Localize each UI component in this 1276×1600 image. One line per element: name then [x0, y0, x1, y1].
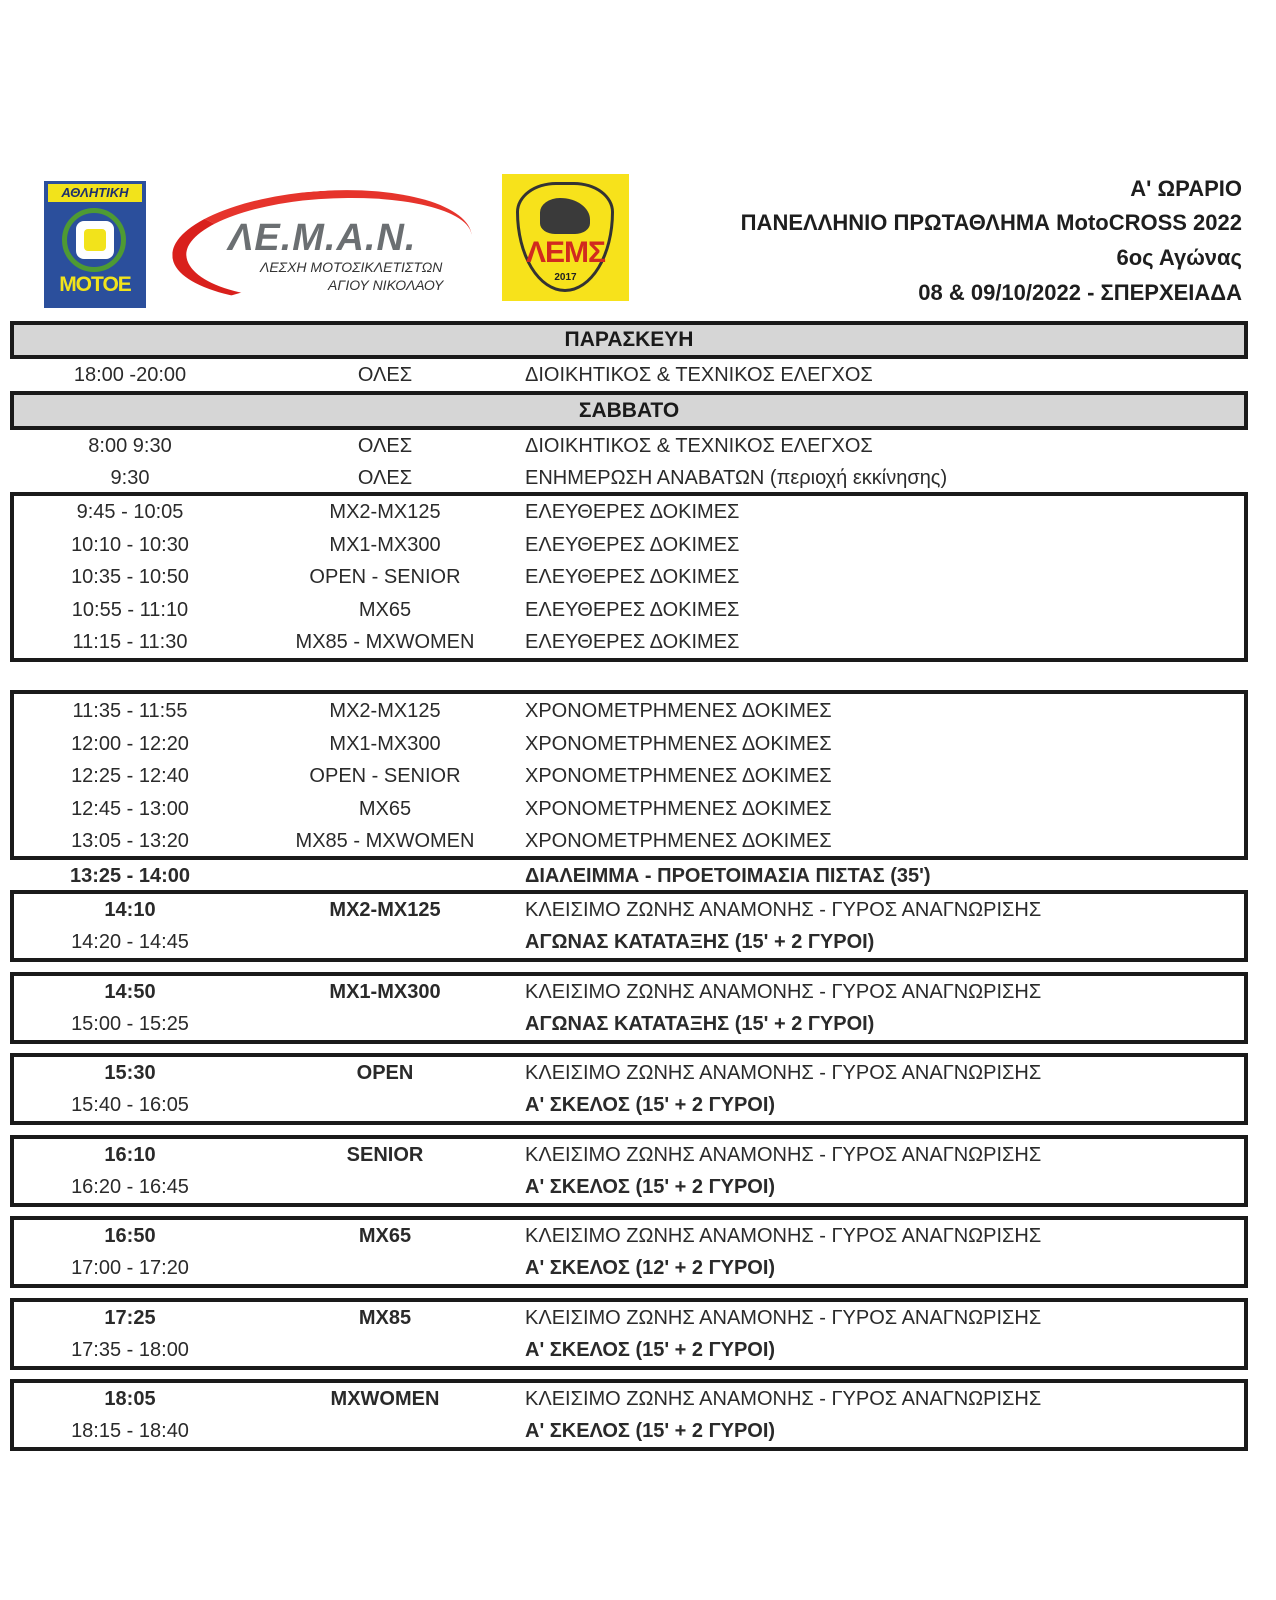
- row-time: 8:00 9:30: [88, 435, 172, 457]
- leman-logo-line1: ΛΕΣΧΗ ΜΟΤΟΣΙΚΛΕΤΙΣΤΩΝ: [260, 259, 443, 275]
- row-time: 18:15 - 18:40: [71, 1420, 189, 1442]
- championship-title: ΠΑΝΕΛΛΗΝΙΟ ΠΡΩΤΑΘΛΗΜΑ MotoCROSS 2022: [740, 210, 1242, 235]
- row-time: 14:20 - 14:45: [71, 931, 189, 953]
- leman-logo-line2: ΑΓΙΟΥ ΝΙΚΟΛΑΟΥ: [328, 277, 444, 293]
- table-row: [0, 1335, 1276, 1365]
- row-time: 14:50: [104, 981, 156, 1003]
- row-class: OPEN - SENIOR: [309, 765, 461, 787]
- row-time: 9:45 - 10:05: [76, 501, 184, 523]
- schedule-title: Α' ΩΡΑΡΙΟ: [1130, 176, 1242, 201]
- table-row: [0, 794, 1276, 824]
- row-description: ΔΙΟΙΚΗΤΙΚΟΣ & ΤΕΧΝΙΚΟΣ ΕΛΕΓΧΟΣ: [525, 435, 873, 457]
- row-time: 11:15 - 11:30: [72, 631, 188, 653]
- row-description: ΕΛΕΥΘΕΡΕΣ ΔΟΚΙΜΕΣ: [525, 566, 740, 588]
- row-time: 10:10 - 10:30: [71, 534, 189, 556]
- table-row: [0, 1172, 1276, 1202]
- row-time: 17:00 - 17:20: [71, 1257, 189, 1279]
- row-class: OPEN - SENIOR: [309, 566, 461, 588]
- row-class: SENIOR: [346, 1144, 424, 1166]
- row-class: MX65: [358, 599, 412, 621]
- table-row: [0, 826, 1276, 856]
- motoe-logo-top-text: ΑΘΛΗΤΙΚΗ: [48, 184, 142, 202]
- break-row: [0, 861, 1276, 891]
- row-description: ΑΓΩΝΑΣ ΚΑΤΑΤΑΞΗΣ (15' + 2 ΓΥΡΟΙ): [525, 931, 875, 953]
- row-class: MX2-MX125: [329, 899, 441, 921]
- row-description: ΕΛΕΥΘΕΡΕΣ ΔΟΚΙΜΕΣ: [525, 631, 740, 653]
- row-time: 14:10: [104, 899, 156, 921]
- row-class: MX2-MX125: [329, 700, 441, 722]
- table-row: [0, 927, 1276, 957]
- table-row: [0, 1416, 1276, 1446]
- lems-logo: [502, 174, 629, 301]
- row-description: ΚΛΕΙΣΙΜΟ ΖΩΝΗΣ ΑΝΑΜΟΝΗΣ - ΓΥΡΟΣ ΑΝΑΓΝΩΡΙΣΗΣ: [525, 1144, 1042, 1166]
- row-description: ΚΛΕΙΣΙΜΟ ΖΩΝΗΣ ΑΝΑΜΟΝΗΣ - ΓΥΡΟΣ ΑΝΑΓΝΩΡΙΣΗΣ: [525, 1062, 1042, 1084]
- table-row: [0, 977, 1276, 1007]
- table-row: [0, 1384, 1276, 1414]
- row-description: ΕΛΕΥΘΕΡΕΣ ΔΟΚΙΜΕΣ: [525, 534, 740, 556]
- table-row: [0, 1303, 1276, 1333]
- motoe-logo: [44, 181, 146, 308]
- row-time: 12:00 - 12:20: [71, 733, 189, 755]
- row-time: 16:20 - 16:45: [71, 1176, 189, 1198]
- row-description: Α' ΣΚΕΛΟΣ (15' + 2 ΓΥΡΟΙ): [525, 1339, 776, 1361]
- row-description: ΕΛΕΥΘΕΡΕΣ ΔΟΚΙΜΕΣ: [525, 501, 740, 523]
- table-row: [0, 497, 1276, 527]
- row-time: 12:25 - 12:40: [71, 765, 189, 787]
- row-class: ΟΛΕΣ: [357, 467, 413, 489]
- table-row: [0, 463, 1276, 493]
- table-row: [0, 895, 1276, 925]
- table-row: [0, 1009, 1276, 1039]
- row-description: ΔΙΟΙΚΗΤΙΚΟΣ & ΤΕΧΝΙΚΟΣ ΕΛΕΓΧΟΣ: [525, 364, 873, 386]
- lems-logo-year: 2017: [554, 272, 577, 283]
- row-description: ΚΛΕΙΣΙΜΟ ΖΩΝΗΣ ΑΝΑΜΟΝΗΣ - ΓΥΡΟΣ ΑΝΑΓΝΩΡΙΣΗΣ: [525, 1225, 1042, 1247]
- row-description: Α' ΣΚΕΛΟΣ (15' + 2 ΓΥΡΟΙ): [525, 1094, 776, 1116]
- row-class: OPEN: [356, 1062, 414, 1084]
- table-row: [0, 696, 1276, 726]
- row-description: ΧΡΟΝΟΜΕΤΡΗΜΕΝΕΣ ΔΟΚΙΜΕΣ: [525, 830, 832, 852]
- row-class: MX1-MX300: [329, 733, 441, 755]
- row-time: 15:00 - 15:25: [71, 1013, 189, 1035]
- row-time: 10:35 - 10:50: [71, 566, 189, 588]
- leman-logo-title: ΛΕ.Μ.Α.Ν.: [228, 217, 417, 259]
- row-time: 11:35 - 11:55: [72, 700, 188, 722]
- motoe-logo-caption: [48, 297, 142, 305]
- table-row: [0, 1140, 1276, 1170]
- row-time: 18:05: [104, 1388, 156, 1410]
- lems-logo-name: ΛΕΜΣ: [525, 236, 605, 269]
- row-class: MX2-MX125: [329, 501, 441, 523]
- row-description: ΚΛΕΙΣΙΜΟ ΖΩΝΗΣ ΑΝΑΜΟΝΗΣ - ΓΥΡΟΣ ΑΝΑΓΝΩΡΙΣΗΣ: [525, 1388, 1042, 1410]
- row-time: 9:30: [110, 467, 150, 489]
- day-header-friday: ΠΑΡΑΣΚΕΥΗ: [10, 321, 1248, 359]
- row-description: ΕΝΗΜΕΡΩΣΗ ΑΝΑΒΑΤΩΝ (περιοχή εκκίνησης): [525, 467, 948, 489]
- row-description: Α' ΣΚΕΛΟΣ (15' + 2 ΓΥΡΟΙ): [525, 1176, 776, 1198]
- row-time: 15:30: [104, 1062, 156, 1084]
- row-description: ΑΓΩΝΑΣ ΚΑΤΑΤΑΞΗΣ (15' + 2 ΓΥΡΟΙ): [525, 1013, 875, 1035]
- row-description: ΚΛΕΙΣΙΜΟ ΖΩΝΗΣ ΑΝΑΜΟΝΗΣ - ΓΥΡΟΣ ΑΝΑΓΝΩΡΙΣΗΣ: [525, 1307, 1042, 1329]
- row-class: ΟΛΕΣ: [357, 364, 413, 386]
- table-row: [0, 1221, 1276, 1251]
- row-description: ΚΛΕΙΣΙΜΟ ΖΩΝΗΣ ΑΝΑΜΟΝΗΣ - ΓΥΡΟΣ ΑΝΑΓΝΩΡΙΣΗΣ: [525, 981, 1042, 1003]
- row-description: ΚΛΕΙΣΙΜΟ ΖΩΝΗΣ ΑΝΑΜΟΝΗΣ - ΓΥΡΟΣ ΑΝΑΓΝΩΡΙΣΗΣ: [525, 899, 1042, 921]
- race-number: 6ος Αγώνας: [1116, 245, 1242, 270]
- row-time: 12:45 - 13:00: [71, 798, 189, 820]
- table-row: [0, 595, 1276, 625]
- table-row: [0, 562, 1276, 592]
- row-time: 16:10: [104, 1144, 156, 1166]
- table-row: [0, 431, 1276, 461]
- row-class: MXWOMEN: [330, 1388, 440, 1410]
- row-class: ΟΛΕΣ: [357, 435, 413, 457]
- table-row: [0, 1253, 1276, 1283]
- row-time: 17:25: [104, 1307, 156, 1329]
- row-description: ΧΡΟΝΟΜΕΤΡΗΜΕΝΕΣ ΔΟΚΙΜΕΣ: [525, 733, 832, 755]
- row-description: ΧΡΟΝΟΜΕΤΡΗΜΕΝΕΣ ΔΟΚΙΜΕΣ: [525, 700, 832, 722]
- row-class: MX65: [358, 1225, 412, 1247]
- table-row: [0, 729, 1276, 759]
- row-description: ΧΡΟΝΟΜΕΤΡΗΜΕΝΕΣ ΔΟΚΙΜΕΣ: [525, 765, 832, 787]
- row-class: MX85: [358, 1307, 412, 1329]
- table-row: [0, 530, 1276, 560]
- table-row: [0, 761, 1276, 791]
- row-class: MX85 - MXWOMEN: [295, 631, 475, 653]
- row-time: 16:50: [104, 1225, 156, 1247]
- row-time: 10:55 - 11:10: [71, 599, 189, 621]
- motoe-logo-bottom-text: ΜΟΤΟΕ: [59, 273, 131, 296]
- row-class: MX85 - MXWOMEN: [295, 830, 475, 852]
- row-time: 13:05 - 13:20: [71, 830, 189, 852]
- row-class: MX1-MX300: [329, 981, 441, 1003]
- row-description: Α' ΣΚΕΛΟΣ (12' + 2 ΓΥΡΟΙ): [525, 1257, 776, 1279]
- table-row: [0, 1090, 1276, 1120]
- motoe-emblem-inner: [84, 229, 106, 251]
- table-row: [0, 360, 1276, 390]
- date-location: 08 & 09/10/2022 - ΣΠΕΡΧΕΙΑΔΑ: [918, 280, 1242, 305]
- row-class: MX65: [358, 798, 412, 820]
- day-header-saturday: ΣΑΒΒΑΤΟ: [10, 391, 1248, 430]
- row-time: 17:35 - 18:00: [71, 1339, 189, 1361]
- leman-logo: [170, 185, 490, 300]
- row-time: 15:40 - 16:05: [71, 1094, 189, 1116]
- table-row: [0, 627, 1276, 657]
- row-description: Α' ΣΚΕΛΟΣ (15' + 2 ΓΥΡΟΙ): [525, 1420, 776, 1442]
- row-description: ΧΡΟΝΟΜΕΤΡΗΜΕΝΕΣ ΔΟΚΙΜΕΣ: [525, 798, 832, 820]
- row-description: ΕΛΕΥΘΕΡΕΣ ΔΟΚΙΜΕΣ: [525, 599, 740, 621]
- row-description: ΔΙΑΛΕΙΜΜΑ - ΠΡΟΕΤΟΙΜΑΣΙΑ ΠΙΣΤΑΣ (35'): [525, 865, 931, 887]
- row-time: 13:25 - 14:00: [69, 865, 191, 887]
- row-time: 18:00 -20:00: [73, 364, 187, 386]
- table-row: [0, 1058, 1276, 1088]
- row-class: MX1-MX300: [329, 534, 441, 556]
